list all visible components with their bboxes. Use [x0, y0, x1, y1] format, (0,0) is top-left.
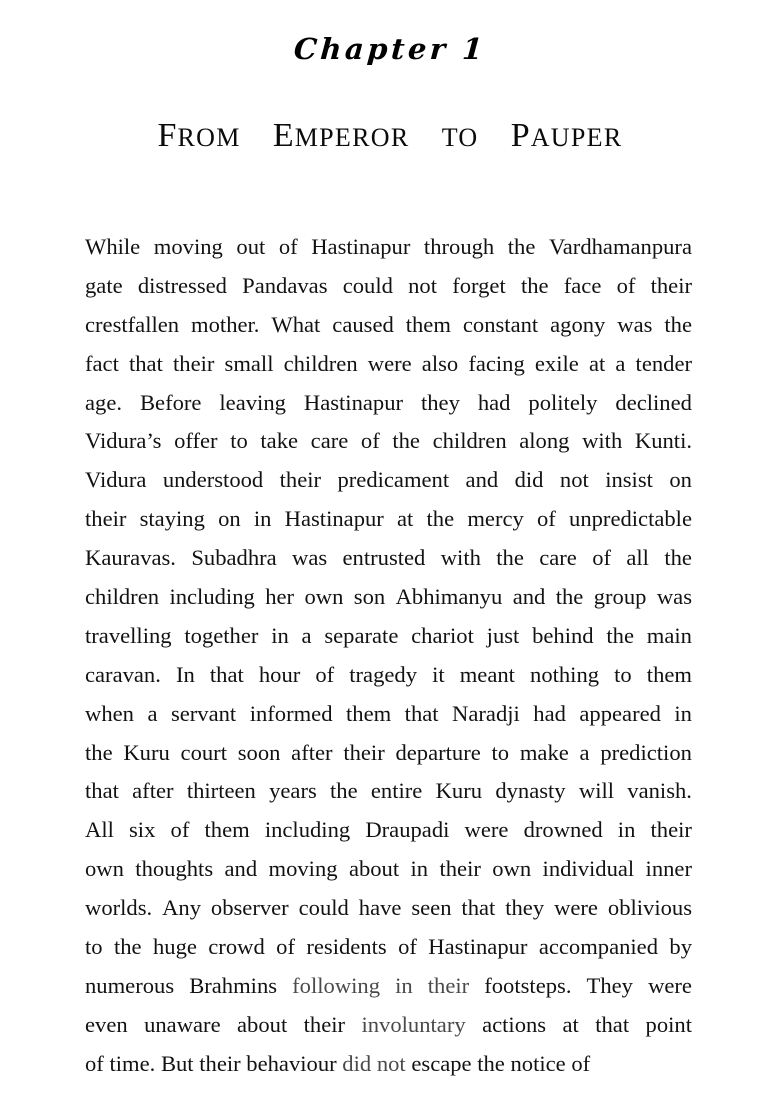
body-word: out — [236, 234, 266, 259]
body-line — [85, 228, 692, 267]
body-word: the — [330, 778, 358, 804]
body-word: separate — [324, 622, 399, 648]
body-word: mercy — [467, 506, 524, 532]
body-word: behind — [532, 622, 594, 648]
body-word: moving — [268, 856, 338, 882]
body-line — [85, 656, 692, 695]
body-word: dynasty — [495, 778, 566, 804]
body-word: understood — [162, 467, 264, 493]
body-word: the — [664, 311, 692, 337]
body-line — [85, 967, 692, 1006]
body-word: distressed — [137, 272, 227, 298]
body-word: them — [646, 661, 692, 687]
body-word: their — [303, 1011, 346, 1037]
body-word: drowned — [523, 817, 603, 843]
body-line — [85, 422, 692, 461]
body-word: make — [519, 739, 569, 765]
body-word: Vidura’s — [85, 428, 162, 454]
body-word: nothing — [530, 661, 600, 687]
body-word: children — [85, 584, 160, 610]
body-word: predicament — [337, 467, 450, 493]
body-word: that — [595, 1011, 630, 1037]
body-word: They — [586, 972, 633, 998]
body-word: children — [283, 350, 358, 376]
body-line — [85, 889, 692, 928]
body-word: by — [669, 934, 692, 960]
body-word: informed — [249, 700, 333, 726]
body-word: at — [562, 1011, 579, 1037]
title-word-emperor — [263, 117, 419, 154]
body-word: take — [260, 428, 299, 454]
body-word: on — [218, 506, 241, 532]
body-word: have — [358, 895, 402, 921]
body-word: of — [85, 1050, 104, 1076]
chapter-number-label: Chapter 1 — [292, 32, 488, 66]
body-word: Hastinapur — [311, 234, 411, 259]
body-word: Before — [139, 389, 202, 415]
body-word: offer — [174, 428, 218, 454]
body-line — [85, 306, 692, 345]
body-word: that — [404, 700, 439, 726]
title-initial-p: P — [510, 116, 531, 154]
body-word: What — [271, 311, 321, 337]
body-word: them — [204, 817, 250, 843]
body-word: children — [432, 428, 507, 454]
title-initial-e: E — [272, 116, 295, 154]
body-line — [85, 345, 692, 384]
body-line — [85, 1045, 692, 1084]
body-word: point — [645, 1011, 692, 1037]
body-line — [85, 267, 692, 306]
body-word: Any — [162, 895, 201, 921]
body-line — [85, 811, 692, 850]
body-word: own — [304, 584, 344, 610]
body-word: that — [85, 778, 119, 804]
body-word: the — [606, 622, 634, 648]
body-word: they — [420, 389, 460, 415]
body-word: to — [614, 661, 632, 687]
body-word: including — [169, 584, 255, 610]
body-word: could — [342, 272, 393, 298]
body-word: the — [520, 272, 549, 298]
body-line — [85, 461, 692, 500]
body-word: hour — [258, 661, 301, 687]
body-word: entire — [370, 778, 423, 804]
body-word: age. — [85, 389, 123, 415]
body-word: Vidura — [85, 467, 147, 493]
body-paragraph — [85, 228, 692, 1084]
body-word: with — [440, 545, 481, 571]
body-word: in — [410, 856, 429, 882]
body-word: did — [514, 467, 544, 493]
body-word: care — [310, 428, 349, 454]
body-word: care — [539, 545, 577, 571]
body-word: agony — [550, 311, 606, 337]
body-word: years — [269, 778, 317, 804]
body-line — [85, 695, 692, 734]
body-word: was — [292, 545, 328, 571]
body-word: face — [563, 272, 602, 298]
body-word: tender — [635, 350, 692, 376]
body-word: own — [85, 856, 124, 882]
body-word: six — [129, 817, 156, 843]
body-word: tragedy — [349, 661, 417, 687]
body-line — [85, 500, 692, 539]
body-word: Naradji — [452, 700, 520, 726]
body-word: was — [656, 584, 692, 610]
body-word: their — [650, 272, 692, 298]
body-word: in — [395, 972, 413, 998]
body-word: the — [471, 1050, 505, 1076]
body-line — [85, 1006, 692, 1045]
body-word: her — [265, 584, 295, 610]
body-word: notice — [504, 1050, 566, 1076]
body-word: of — [315, 661, 335, 687]
body-word: chariot — [411, 622, 474, 648]
body-word: and — [465, 467, 499, 493]
body-word: in — [617, 817, 636, 843]
body-word: and — [512, 584, 546, 610]
body-word: of — [592, 545, 612, 571]
body-word: and — [224, 856, 258, 882]
body-word: facing — [468, 350, 525, 376]
body-line — [85, 384, 692, 423]
body-word: vanish. — [627, 778, 692, 804]
body-word: on — [669, 467, 692, 493]
body-word: a — [579, 739, 590, 765]
body-word: Hastinapur — [428, 934, 528, 960]
body-word: residents — [306, 934, 387, 960]
title-rest-to: TO — [441, 122, 479, 152]
body-word: their — [279, 467, 322, 493]
body-word: did — [336, 1050, 372, 1076]
body-word: about — [237, 1011, 288, 1037]
body-word: Kauravas. — [85, 545, 176, 571]
body-word: of — [360, 428, 380, 454]
body-word: a — [301, 622, 312, 648]
body-word: departure — [395, 739, 481, 765]
body-word: the — [426, 506, 455, 532]
body-word: main — [646, 622, 692, 648]
body-word: was — [617, 311, 653, 337]
body-word: appeared — [579, 700, 661, 726]
body-word: forget — [452, 272, 506, 298]
body-word: unpredictable — [569, 506, 692, 532]
body-word: Kunti. — [634, 428, 692, 454]
body-word: unaware — [144, 1011, 221, 1037]
body-word: small — [224, 350, 274, 376]
body-word: of — [616, 272, 636, 298]
body-word: politely — [528, 389, 598, 415]
body-word: were — [648, 972, 692, 998]
body-word: caravan. — [85, 661, 161, 687]
body-word: through — [423, 234, 495, 259]
body-line — [85, 928, 692, 967]
body-word: moving — [153, 234, 223, 259]
body-word: in — [674, 700, 692, 726]
body-word: escape — [405, 1050, 472, 1076]
body-word: all — [626, 545, 649, 571]
body-word: could — [298, 895, 349, 921]
body-word: them — [346, 700, 392, 726]
body-word: when — [85, 700, 134, 726]
body-word: of — [276, 934, 295, 960]
body-word: were — [464, 817, 509, 843]
body-word: of — [278, 234, 298, 259]
body-word: in — [253, 506, 272, 532]
title-rest-auper: AUPER — [530, 122, 623, 152]
body-word: accompanied — [538, 934, 659, 960]
body-word: Pandavas — [242, 272, 328, 298]
body-word: their — [85, 506, 127, 532]
body-word: In — [175, 661, 195, 687]
body-word: Kuru — [123, 739, 170, 765]
body-word: to — [230, 428, 248, 454]
body-word: behaviour — [240, 1050, 337, 1076]
body-word: the — [496, 545, 524, 571]
body-word: mother. — [191, 311, 260, 337]
body-word: crowd — [208, 934, 265, 960]
body-word: not — [559, 467, 589, 493]
body-word: footsteps. — [484, 972, 572, 998]
title-initial-f: F — [157, 116, 178, 154]
body-line — [85, 617, 692, 656]
body-word: constant — [462, 311, 539, 337]
body-word: crestfallen — [85, 311, 180, 337]
body-word: were — [554, 895, 598, 921]
body-word: While — [85, 234, 141, 259]
body-word: the — [392, 428, 420, 454]
body-word: just — [486, 622, 520, 648]
body-word: Subadhra — [191, 545, 277, 571]
body-word: staying — [139, 506, 205, 532]
body-word: after — [132, 778, 174, 804]
body-word: together — [184, 622, 259, 648]
body-word: Vardhamanpura — [548, 234, 692, 259]
body-word: will — [578, 778, 615, 804]
body-word: inner — [645, 856, 692, 882]
body-word: in — [271, 622, 289, 648]
body-line — [85, 578, 692, 617]
body-word: Abhimanyu — [395, 584, 503, 610]
body-line — [85, 734, 692, 773]
body-word: travelling — [85, 622, 172, 648]
body-word: actions — [482, 1011, 547, 1037]
body-word: court — [180, 739, 227, 765]
body-word: numerous — [85, 972, 175, 998]
title-word-from — [158, 117, 251, 154]
body-word: gate — [85, 272, 123, 298]
body-word: exile — [534, 350, 579, 376]
body-word: worlds. — [85, 895, 153, 921]
body-word: oblivious — [607, 895, 692, 921]
body-word: the — [113, 934, 142, 960]
body-word: at — [588, 350, 606, 376]
body-word: of — [565, 1050, 591, 1076]
body-word: at — [397, 506, 414, 532]
body-word: of — [398, 934, 417, 960]
body-word: of — [537, 506, 556, 532]
body-word: to — [491, 739, 510, 765]
title-rest-mperor: MPEROR — [294, 122, 410, 152]
body-word: that — [128, 350, 163, 376]
body-word: thirteen — [186, 778, 256, 804]
body-word: Draupadi — [365, 817, 450, 843]
body-word: that — [461, 895, 496, 921]
body-word: after — [291, 739, 333, 765]
body-word: with — [582, 428, 623, 454]
body-word: thoughts — [135, 856, 214, 882]
title-rest-rom: ROM — [177, 122, 241, 152]
body-word: meant — [459, 661, 515, 687]
body-word: they — [505, 895, 545, 921]
body-line — [85, 772, 692, 811]
body-word: not — [371, 1050, 406, 1076]
body-word: But — [155, 1050, 194, 1076]
body-word: caused — [332, 311, 394, 337]
body-word: following — [292, 972, 381, 998]
chapter-title — [0, 116, 780, 154]
body-line — [85, 539, 692, 578]
body-word: a — [615, 350, 626, 376]
body-word: prediction — [600, 739, 692, 765]
body-word: Hastinapur — [284, 506, 384, 532]
body-word: individual — [542, 856, 635, 882]
body-word: had — [533, 700, 566, 726]
body-word: entrusted — [342, 545, 426, 571]
body-line — [85, 850, 692, 889]
body-word: declined — [615, 389, 692, 415]
body-word: observer — [210, 895, 289, 921]
body-word: including — [264, 817, 351, 843]
body-word: their — [650, 817, 692, 843]
body-word: insist — [605, 467, 653, 493]
body-word: them — [405, 311, 451, 337]
body-word: son — [353, 584, 386, 610]
body-word: the — [507, 234, 536, 259]
body-word: group — [593, 584, 647, 610]
body-word: to — [85, 934, 103, 960]
body-word: their — [343, 739, 385, 765]
body-word: their — [439, 856, 481, 882]
body-word: time. — [103, 1050, 156, 1076]
body-word: seen — [411, 895, 452, 921]
body-word: not — [408, 272, 437, 298]
body-word: along — [519, 428, 570, 454]
body-word: the — [555, 584, 584, 610]
body-word: their — [427, 972, 470, 998]
body-word: the — [664, 545, 692, 571]
body-word: a — [147, 700, 158, 726]
body-word: the — [85, 739, 113, 765]
body-word: even — [85, 1011, 128, 1037]
body-word: fact — [85, 350, 119, 376]
body-word: All — [85, 817, 114, 843]
title-word-pauper — [501, 117, 622, 154]
body-word: also — [421, 350, 459, 376]
body-word: Kuru — [435, 778, 483, 804]
title-word-to — [432, 117, 488, 154]
body-word: their — [173, 350, 215, 376]
body-word: it — [432, 661, 445, 687]
body-word: of — [170, 817, 190, 843]
body-word: that — [209, 661, 244, 687]
body-word: had — [477, 389, 511, 415]
body-word: their — [193, 1050, 241, 1076]
body-word: about — [348, 856, 400, 882]
body-word: servant — [170, 700, 237, 726]
body-word: involuntary — [361, 1011, 466, 1037]
body-word: huge — [152, 934, 197, 960]
body-word: leaving — [219, 389, 286, 415]
body-word: Brahmins — [189, 972, 278, 998]
body-word: were — [367, 350, 412, 376]
body-word: Hastinapur — [303, 389, 404, 415]
body-word: own — [492, 856, 532, 882]
body-word: soon — [237, 739, 281, 765]
